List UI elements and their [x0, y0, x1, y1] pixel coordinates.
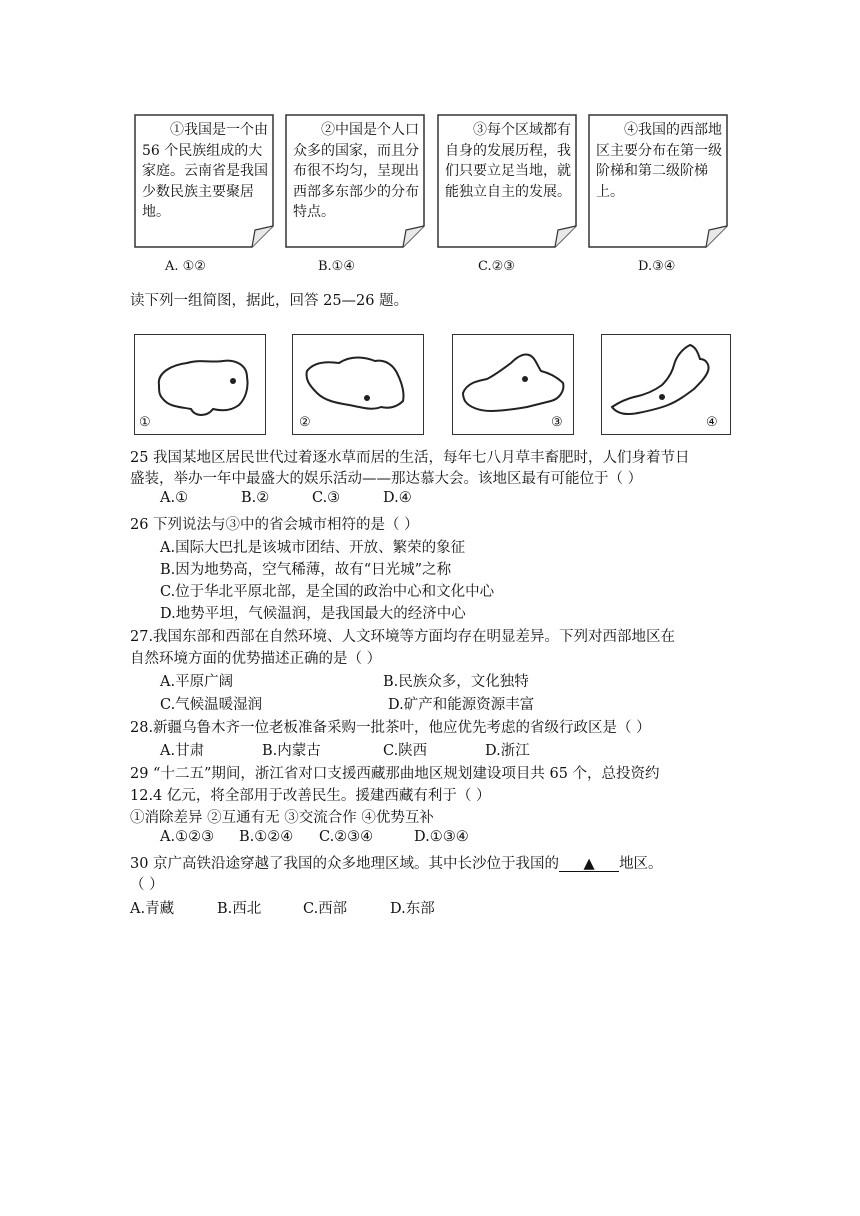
- q28-option-b: B.内蒙古: [262, 743, 321, 759]
- q29-option-d: D.①③④: [414, 829, 469, 845]
- q25-option-a: A.①: [160, 490, 189, 506]
- q30-stem-before: 30 京广高铁沿途穿越了我国的众多地理区域。其中长沙位于我国的: [130, 856, 560, 872]
- q27-option-d: D.矿产和能源资源丰富: [388, 697, 535, 713]
- q26-option-a: A.国际大巴扎是该城市团结、开放、繁荣的象征: [160, 540, 466, 556]
- q30-paren: （ ）: [130, 877, 164, 893]
- option-d: D.③④: [638, 259, 676, 274]
- q30-stem: [130, 852, 663, 873]
- q28-option-d: D.浙江: [485, 743, 530, 759]
- q29-option-b: B.①②④: [239, 829, 294, 845]
- map-2: [292, 334, 424, 435]
- statement-text: ①我国是一个由 56 个民族组成的大家庭。云南省是我国少数民族主要聚居地。: [142, 122, 268, 220]
- map-label: ④: [706, 415, 718, 430]
- q30-option-c: C.西部: [303, 901, 348, 917]
- q26-option-c: C.位于华北平原北部，是全国的政治中心和文化中心: [160, 584, 495, 600]
- q27-stem-line1: 27.我国东部和西部在自然环境、人文环境等方面均存在明显差异。下列对西部地区在: [130, 629, 676, 645]
- intro-text: 读下列一组简图，据此，回答 25—26 题。: [130, 293, 409, 309]
- statement-text: ③每个区域都有自身的发展历程，我们只要立足当地，就能独立自主的发展。: [445, 122, 571, 200]
- map-1: [134, 334, 266, 435]
- q26-stem: 26 下列说法与③中的省会城市相符的是（ ）: [130, 517, 419, 533]
- q30-option-b: B.西北: [217, 901, 262, 917]
- statement-text: ④我国的西部地区主要分布在第一级阶梯和第二级阶梯上。: [596, 122, 722, 200]
- q25-stem-line2: 盛装，举办一年中最盛大的娱乐活动——那达慕大会。该地区最有可能位于（ ）: [130, 471, 643, 487]
- province-outline-qinghai: [135, 335, 267, 436]
- statement-text: ②中国是个人口众多的国家，而且分布很不均匀，呈现出西部多东部少的分布特点。: [293, 122, 419, 220]
- answer-blank[interactable]: [559, 857, 619, 872]
- q28-option-c: C.陕西: [383, 743, 428, 759]
- q27-option-c: C.气候温暖湿润: [160, 697, 263, 713]
- province-outline-tibet: [293, 335, 425, 436]
- map-3: [452, 334, 574, 435]
- q29-stem-line2: 12.4 亿元，将全部用于改善民生。援建西藏有利于（ ）: [130, 788, 491, 804]
- map-label: ②: [299, 415, 311, 430]
- q30-stem-after: 地区。: [619, 856, 663, 872]
- q30-option-d: D.东部: [390, 901, 435, 917]
- q27-option-b: B.民族众多，文化独特: [383, 674, 529, 690]
- q30-option-a: A.青藏: [130, 901, 175, 917]
- q27-stem-line2: 自然环境方面的优势描述正确的是（ ）: [130, 651, 382, 667]
- statement-card-1: [134, 114, 274, 248]
- q29-stem-line1: 29 “十二五”期间，浙江省对口支援西藏那曲地区规划建设项目共 65 个，总投资约: [130, 766, 660, 782]
- map-label: ③: [551, 415, 563, 430]
- triangle-icon: ▲: [583, 856, 595, 872]
- q27-option-a: A.平原广阔: [160, 674, 234, 690]
- q25-option-b: B.②: [241, 490, 270, 506]
- q25-option-d: D.④: [383, 490, 412, 506]
- q29-option-c: C.②③④: [319, 829, 374, 845]
- q29-option-a: A.①②③: [160, 829, 215, 845]
- statement-card-2: [285, 114, 425, 248]
- map-4: [601, 334, 731, 435]
- option-a: A. ①②: [165, 259, 206, 274]
- q26-option-b: B.因为地势高，空气稀薄，故有“日光城”之称: [160, 562, 452, 578]
- q26-option-d: D.地势平坦，气候温润，是我国最大的经济中心: [160, 606, 466, 622]
- q25-option-c: C.③: [312, 490, 341, 506]
- q29-items: ①消除差异 ②互通有无 ③交流合作 ④优势互补: [130, 810, 434, 826]
- option-b: B.①④: [318, 259, 355, 274]
- q28-option-a: A.甘肃: [160, 743, 205, 759]
- q28-stem: 28.新疆乌鲁木齐一位老板准备采购一批茶叶，他应优先考虑的省级行政区是（ ）: [130, 720, 651, 736]
- map-label: ①: [139, 415, 151, 430]
- statement-card-3: [437, 114, 577, 248]
- statement-card-4: [588, 114, 728, 248]
- q25-stem-line1: 25 我国某地区居民世代过着逐水草而居的生活，每年七八月草丰畜肥时，人们身着节日: [130, 450, 690, 466]
- option-c: C.②③: [478, 259, 515, 274]
